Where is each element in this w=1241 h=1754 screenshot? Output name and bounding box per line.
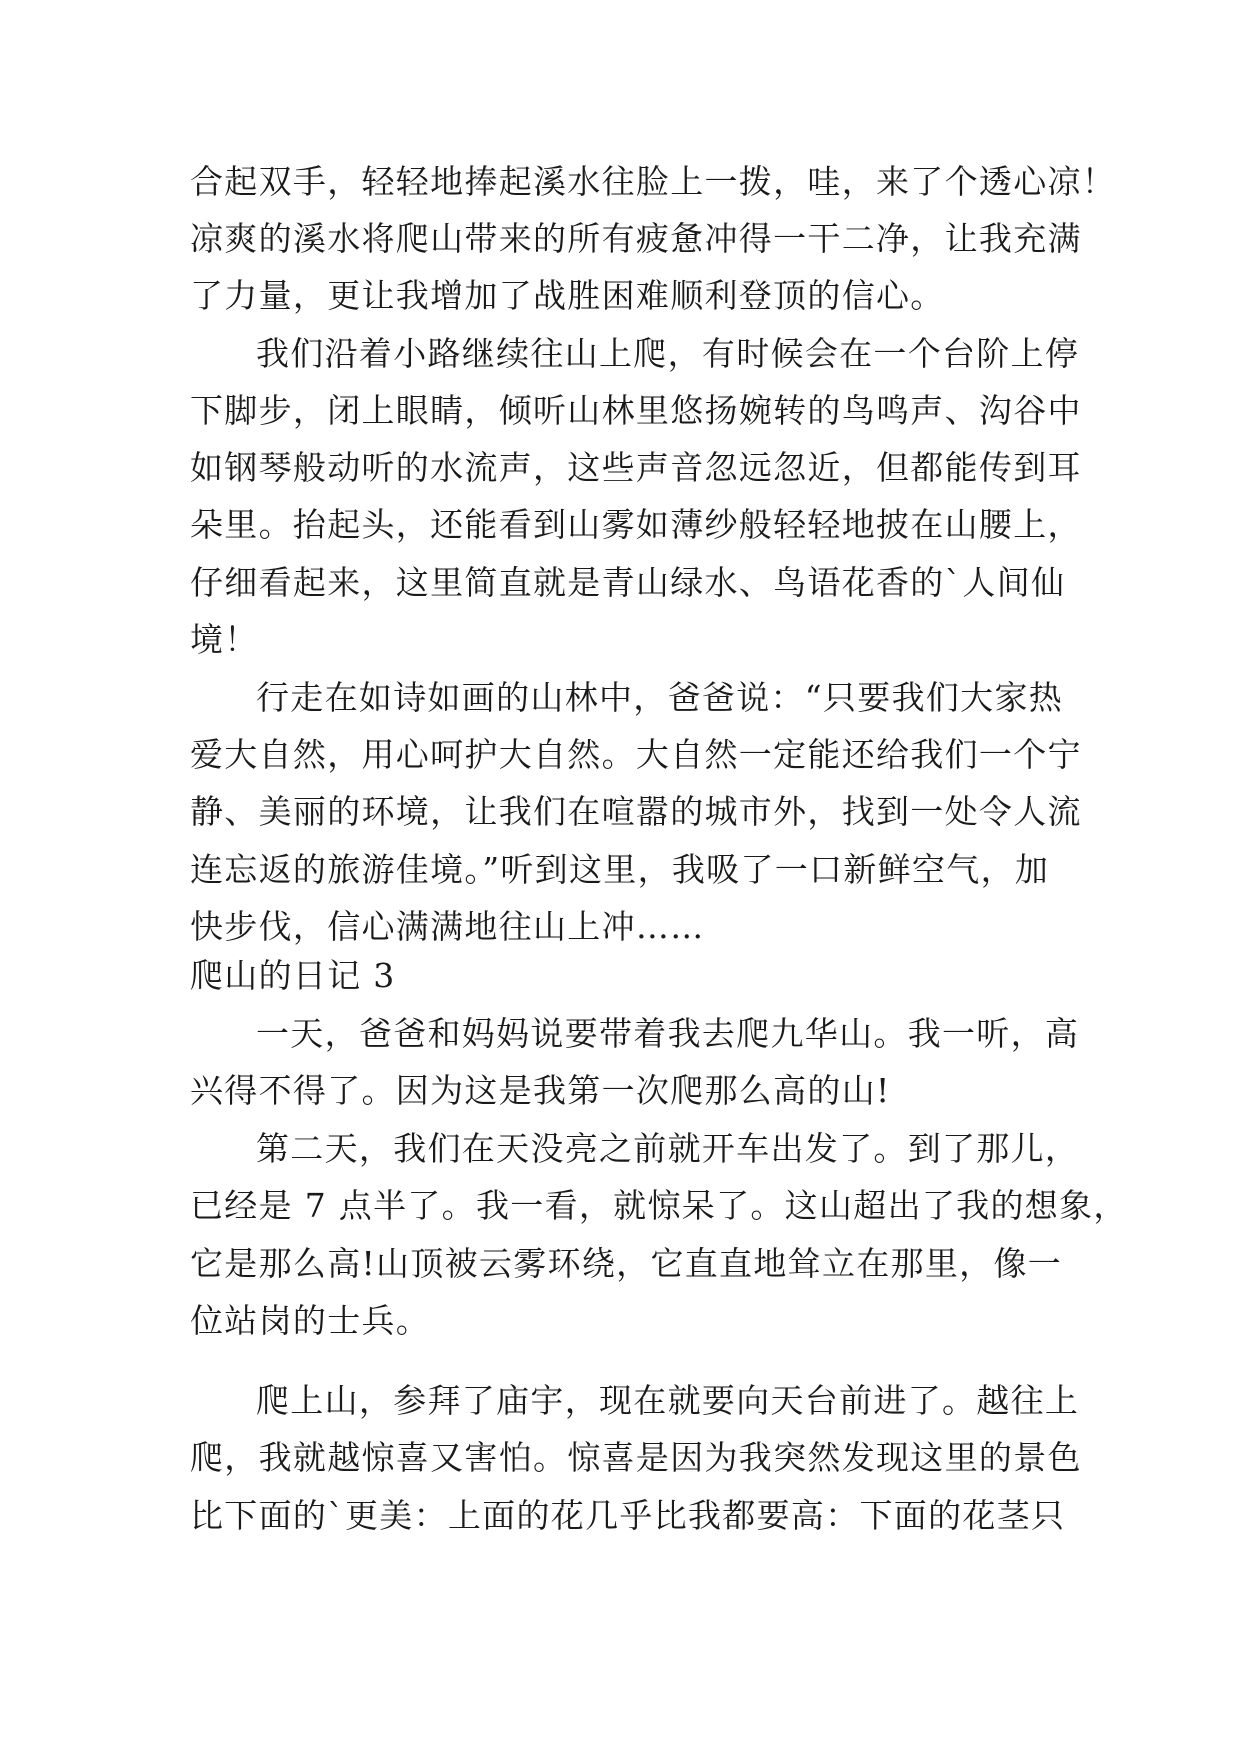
text-line: 如钢琴般动听的水流声，这些声音忽远忽近，但都能传到耳: [190, 448, 1082, 487]
text-line: 位站岗的士兵。: [190, 1301, 431, 1340]
text-line: 比下面的`更美：上面的花几乎比我都要高：下面的花茎只: [190, 1496, 1066, 1535]
text-line: 连忘返的旅游佳境。”听到这里，我吸了一口新鲜空气，加: [190, 850, 1050, 889]
text-line: 第二天，我们在天没亮之前就开车出发了。到了那儿，: [256, 1129, 1080, 1168]
text-line: 境！: [190, 620, 259, 659]
text-line: 凉爽的溪水将爬山带来的所有疲惫冲得一干二净，让我充满: [190, 219, 1082, 258]
text-line: 仔细看起来，这里简直就是青山绿水、鸟语花香的`人间仙: [190, 563, 1066, 602]
text-line: 它是那么高!山顶被云雾环绕，它直直地耸立在那里，像一: [190, 1244, 1063, 1283]
text-line: 我们沿着小路继续往山上爬，有时候会在一个台阶上停: [256, 334, 1080, 373]
text-line: 朵里。抬起头，还能看到山雾如薄纱般轻轻地披在山腰上，: [190, 505, 1082, 544]
text-line: 兴得不得了。因为这是我第一次爬那么高的山!: [190, 1071, 891, 1110]
text-line: 一天，爸爸和妈妈说要带着我去爬九华山。我一听，高: [256, 1014, 1080, 1053]
text-line: 合起双手，轻轻地捧起溪水往脸上一拨，哇，来了个透心凉！: [190, 162, 1117, 201]
section-heading: 爬山的日记 3: [190, 956, 396, 995]
text-line: 爬上山，参拜了庙宇，现在就要向天台前进了。越往上: [256, 1381, 1080, 1420]
text-line: 下脚步，闭上眼睛，倾听山林里悠扬婉转的鸟鸣声、沟谷中: [190, 391, 1082, 430]
text-line: 了力量，更让我增加了战胜困难顺利登顶的信心。: [190, 276, 945, 315]
text-line: 已经是 7 点半了。我一看，就惊呆了。这山超出了我的想象，: [190, 1186, 1128, 1225]
text-line: 静、美丽的环境，让我们在喧嚣的城市外，找到一处令人流: [190, 792, 1082, 831]
text-line: 爬，我就越惊喜又害怕。惊喜是因为我突然发现这里的景色: [190, 1438, 1082, 1477]
text-line: 爱大自然，用心呵护大自然。大自然一定能还给我们一个宁: [190, 735, 1082, 774]
text-line: 行走在如诗如画的山林中，爸爸说：“只要我们大家热: [256, 678, 1064, 717]
text-line: 快步伐，信心满满地往山上冲……: [190, 907, 705, 946]
